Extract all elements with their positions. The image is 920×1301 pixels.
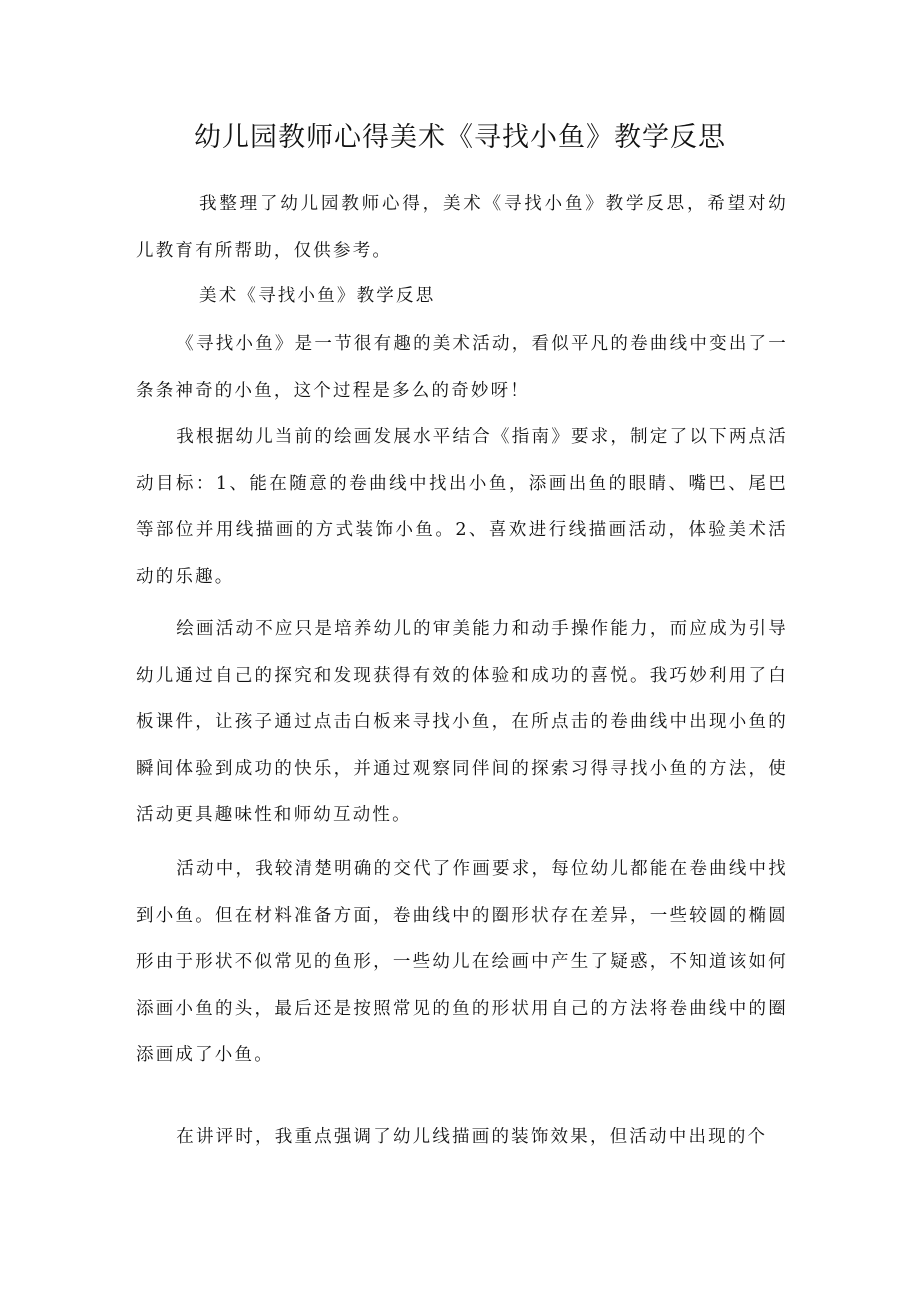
body-paragraph: 绘画活动不应只是培养幼儿的审美能力和动手操作能力，而应成为引导幼儿通过自己的探究和发现获得有效的体验和成功的喜悦。我巧妙利用了白板课件，让孩子通过点击白板来寻找小鱼，在所点击的卷曲线中出现小鱼的瞬间体验到成功的快乐，并通过观察同伴间的探索习得寻找小鱼的方法，使活动更具趣味性和师幼互动性。 xyxy=(136,619,788,825)
document-title: 幼儿园教师心得美术《寻找小鱼》教学反思 xyxy=(194,122,726,153)
body-paragraph: 在讲评时，我重点强调了幼儿线描画的装饰效果，但活动中出现的个 xyxy=(176,1127,768,1147)
body-paragraph: 我根据幼儿当前的绘画发展水平结合《指南》要求，制定了以下两点活动目标：1、能在随意的卷曲线中找出小鱼，添画出鱼的眼睛、嘴巴、尾巴等部位并用线描画的方式装饰小鱼。2、喜欢进行线描画活动，体验美术活动的乐趣。 xyxy=(136,427,788,587)
intro-paragraph: 我整理了幼儿园教师心得，美术《寻找小鱼》教学反思，希望对幼儿教育有所帮助，仅供参考。 xyxy=(136,194,788,261)
body-paragraph: 《寻找小鱼》是一节很有趣的美术活动，看似平凡的卷曲线中变出了一条条神奇的小鱼，这个过程是多么的奇妙呀！ xyxy=(136,334,788,401)
body-paragraph: 活动中，我较清楚明确的交代了作画要求，每位幼儿都能在卷曲线中找到小鱼。但在材料准备方面，卷曲线中的圈形状存在差异，一些较圆的椭圆形由于形状不似常见的鱼形，一些幼儿在绘画中产生了疑惑，不知道该如何添画小鱼的头，最后还是按照常见的鱼的形状用自己的方法将卷曲线中的圈添画成了小鱼。 xyxy=(136,859,788,1065)
section-heading: 美术《寻找小鱼》教学反思 xyxy=(199,286,436,306)
